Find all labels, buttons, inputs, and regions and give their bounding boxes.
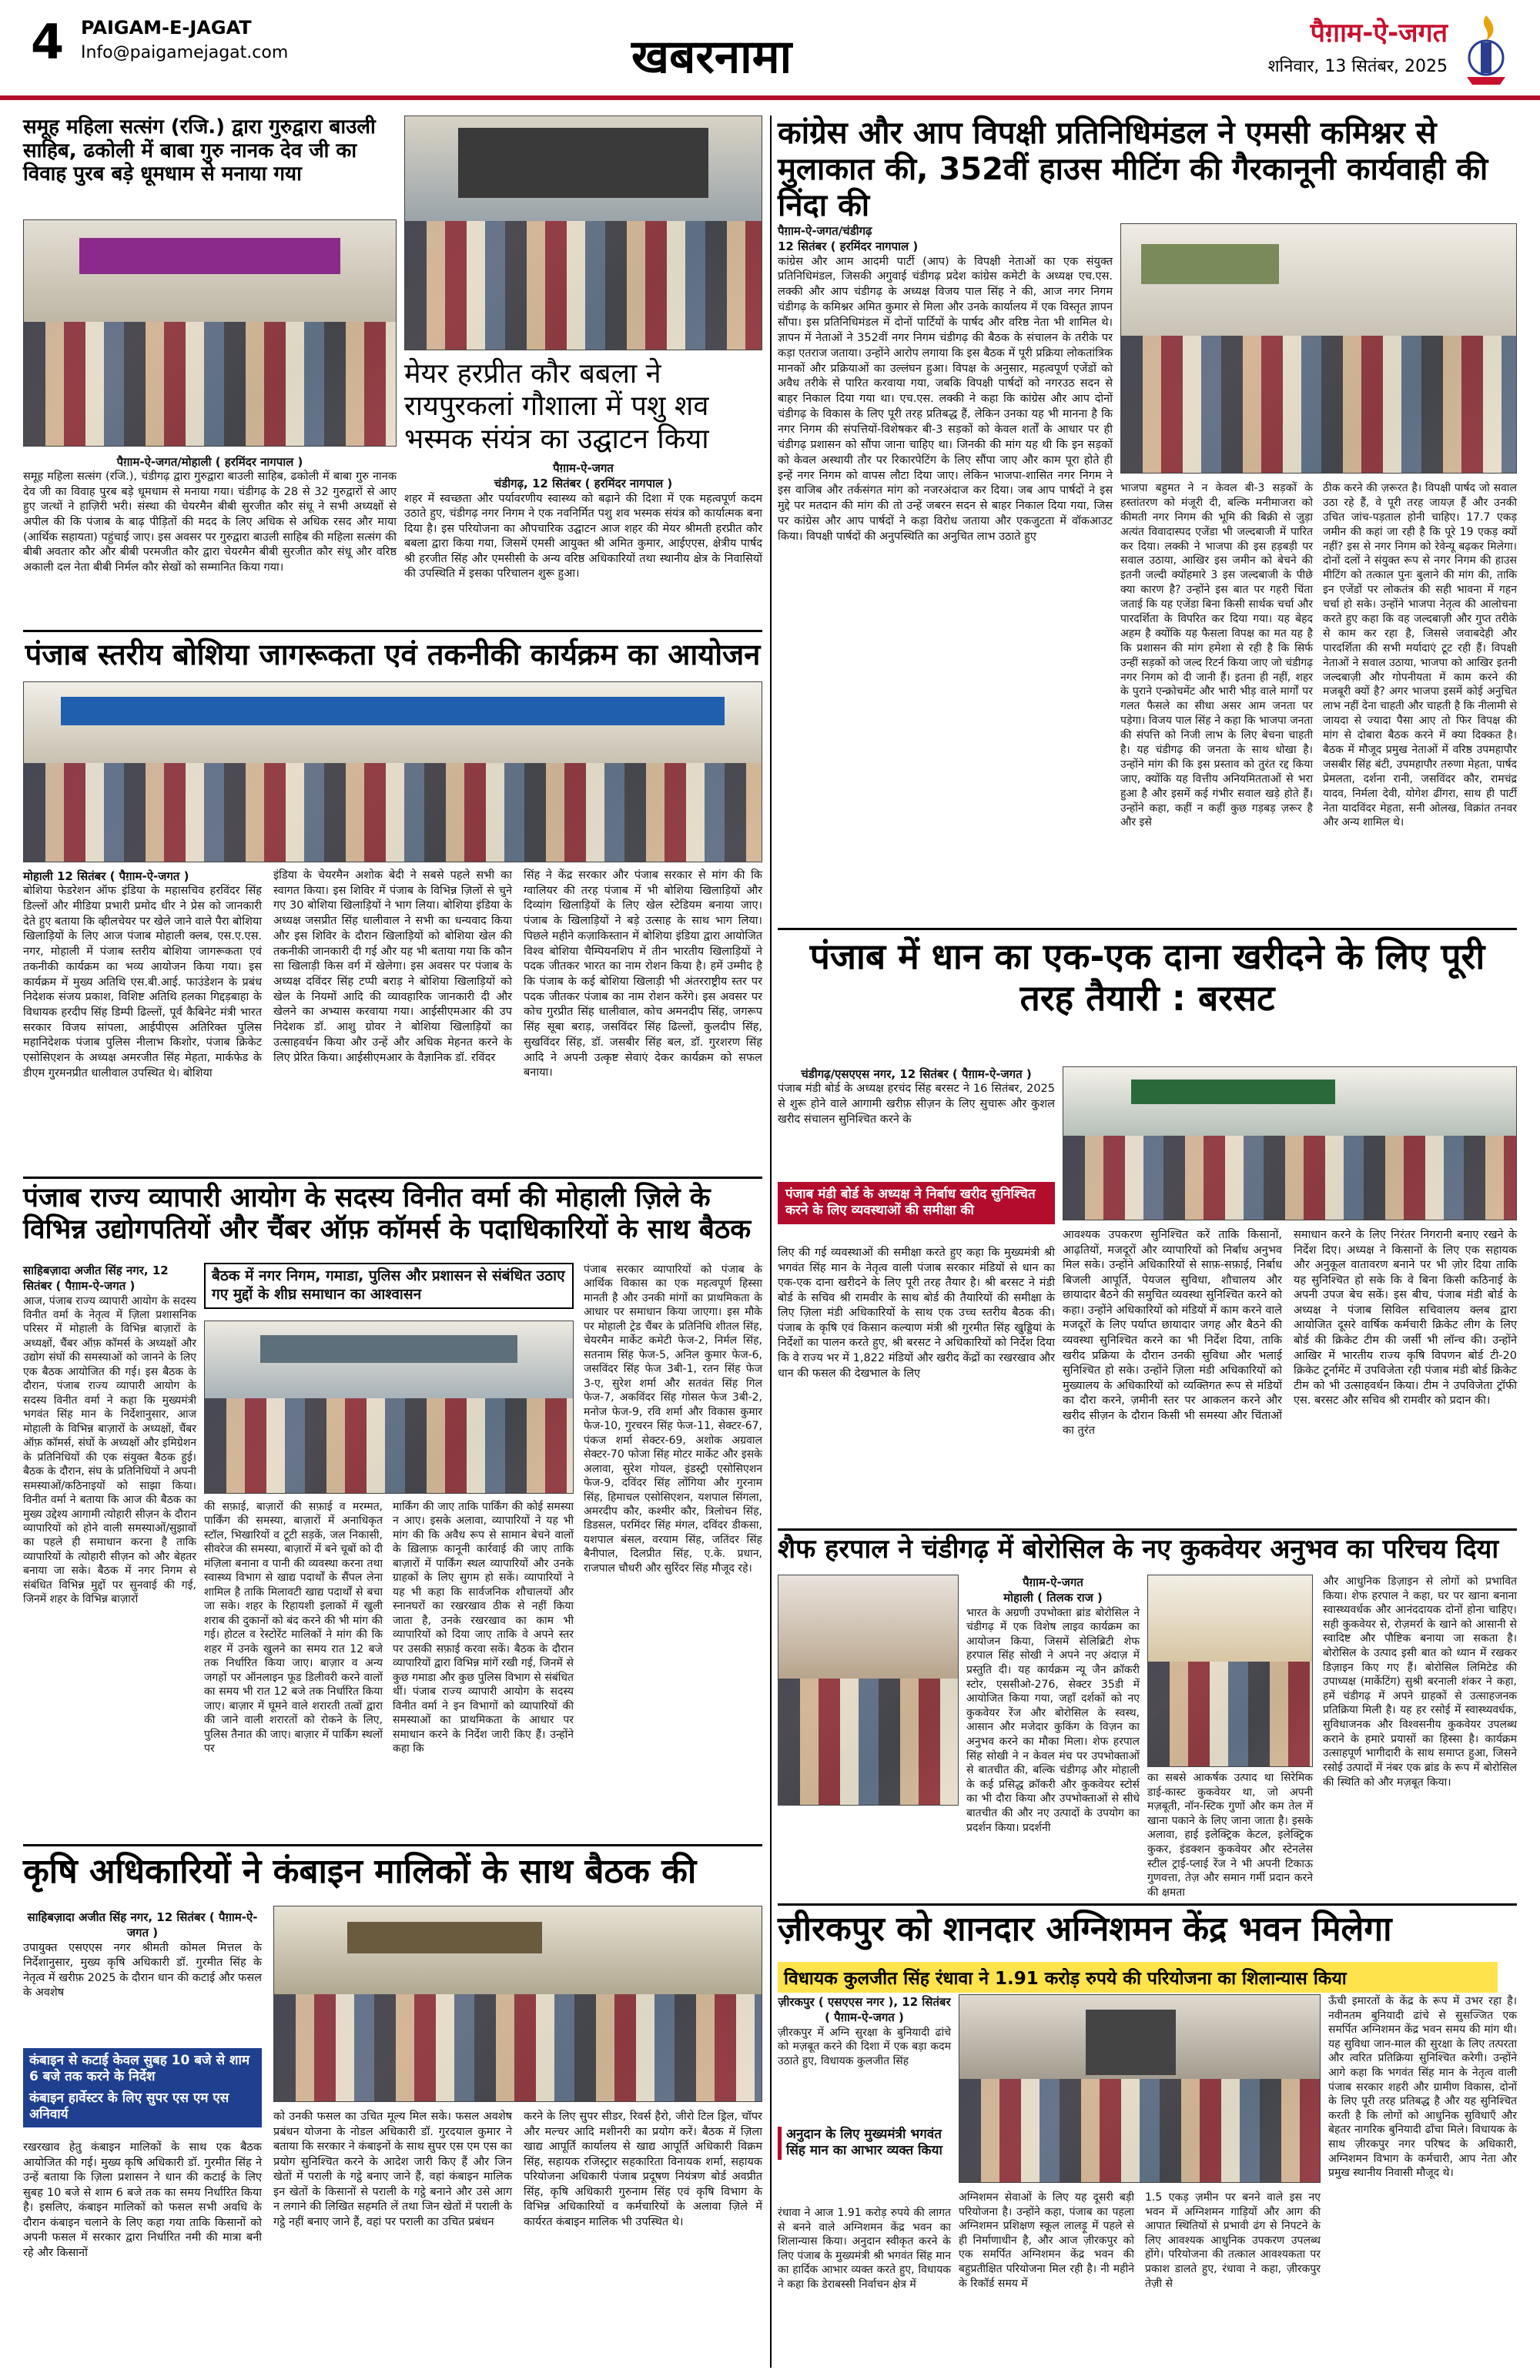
- byline: पैग़ाम-ऐ-जगत मोहाली ( तिलक राज ): [1003, 1575, 1103, 1605]
- bullet-text: अनुदान के लिए मुख्यमंत्री भगवंत सिंह मान का आभार व्यक्त किया: [786, 2127, 942, 2159]
- story-paddy-col3: [1294, 1228, 1517, 1409]
- byline: साहिबज़ादा अजीत सिंह नगर, 12 सितंबर ( पैग़ाम-ऐ-जगत ): [27, 1910, 258, 1940]
- byline: पैग़ाम-ऐ-जगत/चंडीगढ़ 12 सितंबर ( हरमिंदर नागपाल ): [778, 224, 919, 254]
- body-text: इंडिया के चेयरमैन अशोक बेदी ने सबसे पहले सभी का स्वागत किया। इस शिविर में पंजाब के विभिन्न ज़िलों से चुने गए 30 बोशिया खिलाड़ियों ने भाग लिया। बोशिया इंडिया के अध्यक्ष जसप्रीत सिंह धालीवाल ने सभी का धन्यवाद किया और इस शिविर के दौरान खिलाड़ियों को बोशिया खेल की तकनीकी जानकारी दी गई और यह भी बताया गया कि कौन सा खिलाड़ी किस वर्ग में खेलेगा। इस अवसर पर पंजाब के अध्यक्ष दविंदर सिंह टप्पी बराड़ ने बोशिया खिलाड़ियों को खेल के नियमों आदि की व्यावहारिक जानकारी दी और खेलने का अभ्यास करवाया गया। आईसीएमआर की उप निदेशक डॉ. आशु ग्रोवर ने बोशिया खिलाड़ियों का उत्साहवर्धन किया और उन्हें और अधिक मेहनत करने के लिए प्रेरित किया। आईसीएमआर के वैज्ञानिक डॉ. रविंदर: [273, 869, 512, 1064]
- zirakpur-photo: [959, 1994, 1321, 2183]
- divider: [778, 928, 1517, 930]
- story-boccia-col1: [23, 869, 262, 1082]
- body-text: रंधावा ने आज 1.91 करोड़ रुपये की लागत से बनने वाले अग्निशमन केंद्र भवन का शिलान्यास किया। अनुदान स्वीकृत करने के लिए पंजाब के मुख्यमंत्री श्री भगवंत सिंह मान का हार्दिक आभार व्यक्त करते हुए, विधायक ने कहा कि डेराबस्सी निर्वाचन क्षेत्र में: [778, 2207, 951, 2291]
- headline: पंजाब में धान का एक-एक दाना खरीदने के लिए पूरी तरह तैयारी : बरसट: [809, 936, 1485, 1019]
- bullet-text: बैठक में नगर निगम, गमाडा, पुलिस और प्रशासन से संबंधित उठाए गए मुद्दों के शीघ्र समाधान का आश्वासन: [212, 1267, 565, 1303]
- story-opposition-headline: [778, 115, 1517, 225]
- divider: [778, 1903, 1517, 1906]
- section-title: खबरनामा: [631, 30, 792, 84]
- story-opposition-col1: [778, 223, 1113, 545]
- headline: समूह महिला सत्संग (रजि.) द्वारा गुरुद्वारा बाउली साहिब, ढकोली में बाबा गुरु नानक देव जी का विवाह पुरब बड़े धूमधाम से मनाया गया: [23, 115, 376, 186]
- story-agri-col2: [273, 2110, 512, 2231]
- body-text: शहर में स्वच्छता और पर्यावरणीय स्वास्थ्य को बढ़ाने की दिशा में एक महत्वपूर्ण कदम उठाते हुए, चंडीगढ़ नगर निगम ने एक नवनिर्मित पशु शव भस्मक संयंत्र को कार्यात्मक बना दिया है। इस परियोजना का औपचारिक उद्घाटन आज शहर की मेयर श्रीमती हरप्रीत कौर बबला द्वारा किया गया, जिसमें एमसी आयुक्त श्री अमित कुमार, आईएएस, क्षेत्रीय पार्षद श्री हरजीत सिंह और एमसीसी के अन्य वरिष्ठ अधिकारियों तथा स्थानीय क्षेत्र के निवासियों की उपस्थिति में इसका परिचालन शुरू हुआ।: [404, 492, 762, 581]
- body-text: का सबसे आकर्षक उत्पाद था सिरेमिक डाई-कास्ट कुकवेयर था, जो अपनी मज़बूती, नॉन-स्टिक गुणों और कम तेल में खाना पकाने के लिए जाना जाता है। इसके अलावा, हाई इलेक्ट्रिक केटल, इलेक्ट्रिक कुकर, इंडक्शन कुकवेयर और स्टेनलेस स्टील ट्राई-प्लाई रेंज ने भी अपनी टिकाऊ गुणवत्ता, तेज़ और समान गर्मी प्रदान करने की क्षमता: [1147, 1772, 1313, 1899]
- trader-meeting-photo: [204, 1321, 574, 1494]
- body-text: भारत के अग्रणी उपभोक्ता ब्रांड बोरोसिल ने चंडीगढ़ में एक विशेष लाइव कार्यक्रम का आयोजन किया, जिसमें सेलिब्रिटी शेफ हरपाल सिंह सोखी ने अपने नए अंदाज़ में प्रस्तुति दी। यह कार्यक्रम न्यू जैन क्रॉकरी स्टोर, एससीओ-276, सेक्टर 35डी में आयोजित किया गया, जहाँ दर्शकों को नए कुकवेयर रेंज और बोरोसिल के स्वस्थ, आसान और मजेदार कुकिंग के विज़न का अनुभव करने का मौका मिला। शेफ हरपाल सिंह सोखी ने न केवल मंच पर उपभोक्ताओं से बातचीत की, बल्कि चंडीगढ़ और मोहाली के कई प्रसिद्ध क्रॉकरी और कुकवेयर स्टोर्स का भी दौरा किया और उपभोक्ताओं से सीधे बातचीत की और नए उत्पादों के उपयोग का प्रदर्शन किया। प्रदर्शनी: [966, 1606, 1140, 1834]
- story-zirakpur-intro: [778, 1994, 951, 2068]
- bullet-text: कंबाइन हार्वेस्टर के लिए सुपर एस एम एस अनिवार्य: [29, 2090, 229, 2122]
- byline: साहिबज़ादा अजीत सिंह नगर, 12 सितंबर ( पैग़ाम-ऐ-जगत ): [23, 1264, 169, 1294]
- divider: [23, 630, 762, 632]
- byline: मोहाली 12 सितंबर ( पैग़ाम-ऐ-जगत ): [23, 869, 189, 883]
- divider: [778, 1528, 1517, 1531]
- headline: कांग्रेस और आप विपक्षी प्रतिनिधिमंडल ने एमसी कमिश्नर से मुलाकात की, 352वीं हाउस मीटिंग की गैरकानूनी कार्यवाही की निंदा की: [778, 115, 1488, 224]
- body-text: ज़ीरकपुर में अग्नि सुरक्षा के बुनियादी ढांचे को मज़बूत करने की दिशा में एक बड़ा कदम उठाते हुए, विधायक कुलजीत सिंह: [778, 2026, 951, 2067]
- byline: पैग़ाम-ऐ-जगत चंडीगढ़, 12 सितंबर ( हरमिंदर नागपाल ): [494, 461, 673, 491]
- body-text: भाजपा बहुमत ने न केवल बी-3 सड़कों के हस्तांतरण को मंजूरी दी, बल्कि मनीमाजरा को कीमती नगर निगम की भूमि की बिक्री से जुड़ा अत्यंत विवादास्पद एजेंडा भी जल्दबाजी में पारित कर दिया। लक्की ने भाजपा की इस हड़बड़ी पर सवाल उठाया, आखिर इस जमीन को बेचने की इतनी जल्दी क्योंहमारे 3 इस जल्दबाजी के पीछे क्या कारण है? उन्होंने इस बात पर गहरी चिंता जताई कि यह एजेंडा बिना किसी सार्थक चर्चा और पारदर्शिता के विपरित कर दिया गया। यह बेहद अहम है क्योंकि यह फैसला विपक्ष का मत यह है कि प्रशासन की मांग हमेशा से रही है कि सिर्फ उन्हीं सड़कों को जल्द रिटर्न किया जाए जो चंडीगढ़ नगर निगम को दी जानी हैं। इतना ही नहीं, शहर के पुराने एन्क्रोचमेंट और भारी भीड़ वाले मार्गों पर गलत फैसले का सीधा असर आम जनता पर पड़ेगा। विजय पाल सिंह ने कहा कि भाजपा जनता की संपत्ति को निजी लाभ के लिए बेचना चाहती है। यह चंडीगढ़ की जनता के साथ धोखा है। उन्होंने मांग की कि इस प्रस्ताव को तुरंत रद्द किया जाए, क्योंकि यह वित्तीय अनियमितताओं से भरा हुआ है और इसमें कई गंभीर सवाल खड़े होते हैं। उन्होंने कहा, कहीं न कहीं कुछ गड़बड़ ज़रूर है और इसे: [1120, 482, 1313, 829]
- opposition-photo: [1120, 223, 1517, 474]
- story-agri-headline: [23, 1852, 762, 1892]
- trader-bullet-box: [204, 1263, 574, 1309]
- body-text: ऊँची इमारतों के केंद्र के रूप में उभर रहा है। नवीनतम बुनियादी ढांचे से सुसज्जित एक समर्पित अग्निशमन केंद्र भवन समय की मांग थी। यह सुविधा जान-माल की सुरक्षा के लिए तत्परता और त्वरित प्रतिक्रिया सुनिश्चित करेगी। उन्होंने आगे कहा कि भगवंत सिंह मान के नेतृत्व वाली पंजाब सरकार शहरी और ग्रामीण विकास, दोनों के लिए पूरी तरह प्रतिबद्ध है और यह सुनिश्चित करती है कि लोगों को आधुनिक सुविधाएँ और बेहतर नागरिक बुनियादी ढाँचा मिले। विधायक के साथ ज़ीरकपुर नगर परिषद के अधिकारी, अग्निशमन विभाग के कर्मचारी, आप नेता और प्रमुख स्थानीय निवासी मौजूद थे।: [1328, 1995, 1517, 2180]
- story-satsang-body: [23, 454, 397, 575]
- agri-bullet-box: [23, 2048, 262, 2127]
- story-trader-col2: [204, 1500, 383, 1756]
- body-text: और आधुनिक डिज़ाइन से लोगों को प्रभावित किया। शेफ हरपाल ने कहा, घर पर खाना बनाना स्वास्थ्यवर्धक और आनंददायक दोनों होना चाहिए। सही कुकवेयर से, रोज़मर्रा के खाने को आसानी से स्वादिष्ट और पौष्टिक बनाया जा सकता है। बोरोसिल के उत्पाद इसी बात को ध्यान में रखकर डिज़ाइन किए गए हैं। बोरोसिल लिमिटेड की उपाध्यक्ष (मार्केटिंग) सुश्री बरनाली शंकर ने कहा, हमें चंडीगढ़ में अपने ग्राहकों से उत्साहजनक प्रतिक्रिया मिली है। यह हर रसोई में स्वास्थ्यवर्धक, सुविधाजनक और विश्वसनीय कुकवेयर उपलब्ध कराने के हमारे प्रयासों का हिस्सा है। कार्यक्रम उत्साहपूर्ण भागीदारी के साथ समाप्त हुआ, जिसने रसोई उत्पादों में नंबर एक ब्रांड के रूप में बोरोसिल की स्थिति को और मज़बूत किया।: [1323, 1575, 1517, 1789]
- headline: ज़ीरकपुर को शानदार अग्निशमन केंद्र भवन मिलेगा: [778, 1910, 1392, 1949]
- story-satsang-headline: [23, 115, 397, 186]
- story-paddy-col2: [1063, 1228, 1282, 1439]
- body-text: लिए की गई व्यवस्थाओं की समीक्षा करते हुए कहा कि मुख्यमंत्री श्री भगवंत सिंह मान के नेतृत्व वाली पंजाब सरकार मंडियों से धान का एक-एक दाना खरीदने के लिए पूरी तरह तैयार है। श्री बरसट ने मंडी बोर्ड के सचिव श्री रामवीर के साथ बोर्ड की तैयारियों की समीक्षा के लिए ज़िला मंडी अधिकारियों के साथ एक उच्च स्तरीय बैठक की। पंजाब के कृषि एवं किसान कल्याण मंत्री श्री गुरमीत सिंह खुड्डियां के निर्देशों का पालन करते हुए, श्री बरसट ने अधिकारियों को निर्देश दिया कि वे राज्य भर में 1,822 मंडियों और खरीद केंद्रों का रखरखाव और धान की फसल की देखभाल के लिए: [778, 1247, 1055, 1380]
- paddy-photo: [1063, 1066, 1517, 1220]
- body-text: समाधान करने के लिए निरंतर निगरानी बनाए रखने के निर्देश दिए। अध्यक्ष ने किसानों के लिए एक सहायक और अनुकूल वातावरण बनाने पर भी ज़ोर दिया ताकि यह सुनिश्चित हो सके कि वे बिना किसी कठिनाई के अपनी उपज बेच सकें। इस बीच, पंजाब मंडी बोर्ड के अध्यक्ष ने पंजाब सिविल सचिवालय क्लब द्वारा आयोजित दूसरे वार्षिक कर्मचारी क्रिकेट लीग के लिए बोर्ड की क्रिकेट टीम की जर्सी भी लॉन्च की। उन्होंने आखिर में भारतीय राज्य कृषि विपणन बोर्ड टी-20 क्रिकेट टूर्नामेंट में उपविजेता रही पंजाब मंडी बोर्ड क्रिकेट टीम को भी उत्साहवर्धन किया। टीम ने उपविजेता ट्रॉफी एस. बरसट और सचिव श्री रामवीर को प्रदान की।: [1294, 1229, 1517, 1408]
- story-opposition-col3: [1323, 481, 1517, 830]
- bullet-text: कंबाइन से कटाई केवल सुबह 10 बजे से शाम 6 बजे तक करने के निर्देश: [29, 2053, 250, 2085]
- story-trader-col4: [584, 1263, 762, 1575]
- body-text: उपायुक्त एसएएस नगर श्रीमती कोमल मित्तल के निर्देशानुसार, मुख्य कृषि अधिकारी डॉ. गुरमीत सिंह के नेतृत्व में खरीफ़ 2025 के दौरान धान की कटाई और फसल के अवशेष: [23, 1941, 262, 2000]
- headline: शैफ हरपाल ने चंडीगढ़ में बोरोसिल के नए कुकवेयर अनुभव का परिचय दिया: [778, 1534, 1499, 1565]
- subheadline: विधायक कुलजीत सिंह रंधावा ने 1.91 करोड़ रुपये की परियोजना का शिलान्यास किया: [784, 1969, 1347, 1989]
- agri-meeting-photo: [273, 1906, 762, 2102]
- body-text: रखरखाव हेतु कंबाइन मालिकों के साथ एक बैठक आयोजित की गई। मुख्य कृषि अधिकारी डॉ. गुरमीत सिंह ने उन्हें बताया कि ज़िला प्रशासन ने धान की कटाई के लिए सुबह 10 बजे से शाम 6 बजे तक का समय निर्धारित किया है। इसलिए, कंबाइन मालिकों को फसल सभी अवधि के दौरान कंबाइन चलाने के लिए कहा गया ताकि किसानों को अपनी फसल में सरकार द्वारा निर्धारित नमी की मात्रा बनी रहे और किसानों: [23, 2141, 262, 2259]
- story-paddy-col1: [778, 1246, 1055, 1381]
- zirakpur-bullet: [778, 2127, 951, 2160]
- body-text: पंजाब सरकार व्यापारियों को पंजाब के आर्थिक विकास का एक महत्वपूर्ण हिस्सा मानती है और उनकी मांगों का प्राथमिकता के आधार पर समाधान किया जाएगा। इस मौके पर मोहाली ट्रेड चैंबर के प्रतिनिधि शीतल सिंह, चेयरमैन मार्केट कमेटी फेज-2, निर्मल सिंह, सतनाम सिंह फेज-5, अनिल कुमार फेज-6, जसविंदर सिंह फेज 3बी-1, रतन सिंह फेज 3-ए, सुरेश शर्मा और सतवंत सिंह गिल फेज-7, अकविंदर सिंह गोसल फेज 3बी-2, मनोज फेज-9, रवि शर्मा और विकास कुमार फेज-10, गुरचरन सिंह फेज-11, सेक्टर-67, पंकज शर्मा सेक्टर-69, अशोक अग्रवाल सेक्टर-70 फोजा सिंह मोटर मार्केट और इसके अलावा, सुरेश गोयल, इंडस्ट्री एसोसिएशन फेज-9, दविंदर सिंह लोंगिया और गुरनाम सिंह, हिमाचल एसोसिएशन, यशपाल सिंगला, अमरदीप कौर, कश्मीर कौर, त्रिलोचन सिंह, डिडसल, परमिंदर सिंह मंगल, दविंदर डीकसा, यशपाल बंसल, वरयाम सिंह, जतिंदर सिंह बैनीपाल, दिलप्रीत सिंह, ए.के. प्रधान, राजपाल चौधरी और सुरिंदर सिंह मौजूद रहे।: [584, 1264, 762, 1575]
- byline: चंडीगढ़/एसएएस नगर, 12 सितंबर ( पैग़ाम-ऐ-जगत ): [801, 1067, 1032, 1081]
- boccia-photo: [23, 681, 762, 862]
- body-text: बोशिया फेडरेशन ऑफ इंडिया के महासचिव हरविंदर सिंह डिल्लों और मीडिया प्रभारी प्रमोद धीर ने प्रेस को जानकारी देते हुए बताया कि व्हीलचेयर पर खेले जाने वाले पैरा बोशिया खिलाड़ियों के लिए आज पंजाब मोहाली क्लब, एस.ए.एस. नगर, मोहाली में पंजाब स्तरीय बोशिया जागरूकता एवं तकनीकी कार्यक्रम का भव्य आयोजन किया गया। इस कार्यक्रम में मुख्य अतिथि एस.बी.आई. फाउंडेशन के प्रबंध निदेशक संजय प्रकाश, विशिष्ट अतिथि हलका गिद्दड़बाहा के विधायक हरदीप सिंह डिम्पी ढिल्लों, पूर्व कैबिनेट मंत्री भारत सरकार विजय सांपला, आईपीएस अतिरिक्त पुलिस महानिदेशक पंजाब पुलिस नीलाभ किशोर, पंजाब क्रिकेट एसोसिएशन के अध्यक्ष अमरजीत सिंह मेहता, मार्कफेड के डीएम गुरमनप्रीत धालीवाल उपस्थित थे। बोशिया: [23, 885, 262, 1080]
- headline: कृषि अधिकारियों ने कंबाइन मालिकों के साथ बैठक की: [23, 1852, 697, 1891]
- satsang-photo: [23, 219, 397, 447]
- story-zirakpur-headline: [778, 1910, 1517, 1950]
- headline: पंजाब राज्य व्यापारी आयोग के सदस्य विनीत वर्मा की मोहाली ज़िले के विभिन्न उद्योगपतियों और चैंबर ऑफ़ कॉमर्स के पदाधिकारियों के साथ बैठक: [23, 1183, 752, 1246]
- body-text: समूह महिला सत्संग (रजि.), चंडीगढ़ द्वारा गुरुद्वारा बाउली साहिब, ढकोली में बाबा गुरु नानक देव जी का विवाह पुरब बड़े धूमधाम से मनाया गया। चंडीगढ़ के 28 से 32 गुरुद्वारों से आए हुए जत्थों ने हाज़िरी भरी। संस्था की चेयरमैन बीबी सुरजीत कौर संधू ने सभी अध्यक्षों से अपील की कि पंजाब के बाढ़ पीड़ितों की मदद के लिए अधिक से अधिक रसद और माया (आर्थिक सहायता) पहुंचाई जाए। इस अवसर पर गुरुद्वारा बाउली साहिब की महिला सत्संग की बीबी अवतार कौर और बीबी परमजीत कौर द्वारा चेयरमैन बीबी सुरजीत कौर संधू और वरिष्ठ अकाली दल नेता बीबी निर्मल कौर सेखों को सम्मानित किया गया।: [23, 470, 397, 574]
- story-mayor-body: [404, 460, 762, 582]
- headline: मेयर हरप्रीत कौर बबला ने रायपुरकलां गौशाला में पशु शव भस्मक संयंत्र का उद्घाटन किया: [404, 358, 709, 455]
- body-text: आज, पंजाब राज्य व्यापारी आयोग के सदस्य विनीत वर्मा के नेतृत्व में ज़िला प्रशासनिक परिसर में मोहाली के विभिन्न बाज़ारों के अध्यक्षों, चैंबर ऑफ़ कॉमर्स के अध्यक्षों और उद्योग संघों की समस्याओं को जानने के लिए एक बैठक आयोजित की गई। इस बैठक के दौरान, पंजाब राज्य व्यापारी आयोग के सदस्य विनीत वर्मा ने कहा कि मुख्यमंत्री भगवंत सिंह मान के निर्देशानुसार, आज मोहाली के विभिन्न बाज़ारों के अध्यक्षों, चैंबर ऑफ़ कॉमर्स, संघों के अध्यक्षों और इमिग्रेशन के प्रतिनिधियों की एक संयुक्त बैठक हुई। बैठक के दौरान, संघ के प्रतिनिधियों ने अपनी समस्याओं/कठिनाइयों को साझा किया। विनीत वर्मा ने बताया कि आज की बैठक का मुख्य उद्देश्य आगामी त्योहारी सीज़न के दौरान व्यापारियों को होने वाली समस्याओं/सुझावों का पहले ही समाधान करना है ताकि व्यापारियों के त्योहारी सीज़न को और बेहतर बनाया जा सके। बैठक में नगर निगम से संबंधित विभिन्न मुद्दों पर सुनवाई की गई, जिनमें शहर के विभिन्न बाज़ारों: [23, 1294, 196, 1606]
- story-boccia-headline: [23, 638, 762, 672]
- story-borosil-col2: [1147, 1771, 1313, 1900]
- body-text: 1.5 एकड़ ज़मीन पर बनने वाले इस नए भवन में अग्निशमन गाड़ियों और आग की आपात स्थितियों से प्रभावी ढंग से निपटने के लिए आवश्यक आधुनिक उपकरण उपलब्ध होंगे। परियोजना की तत्काल आवश्यकता पर प्रकाश डालते हुए, रंधावा ने कहा, ज़ीरकपुर तेज़ी से: [1145, 2191, 1321, 2290]
- page-number: 4: [31, 14, 65, 70]
- paper-name: PAIGAM-E-JAGAT: [81, 17, 252, 38]
- logo-name: पैग़ाम-ऐ-जगत: [1310, 18, 1448, 49]
- story-zirakpur-col3: [1145, 2191, 1321, 2291]
- paddy-bullet-box: [778, 1182, 1055, 1224]
- story-paddy-headline: [778, 936, 1517, 1019]
- zirakpur-subhead: [778, 1962, 1498, 1993]
- mayor-photo: [404, 115, 762, 350]
- story-trader-headline: [23, 1183, 762, 1247]
- story-borosil-col3: [1323, 1575, 1517, 1789]
- story-agri-intro: [23, 1910, 262, 2001]
- body-text: सिंह ने केंद्र सरकार और पंजाब सरकार से मांग की कि ग्वालियर की तरह पंजाब में भी बोशिया खिलाड़ियों और दिव्यांग खिलाड़ियों के लिए खेल स्टेडियम बनाया जाए। पंजाब के खिलाड़ियों ने बड़े उत्साह के साथ भाग लिया। पिछले महीने कज़ाकिस्तान में बोशिया इंडिया द्वारा आयोजित विश्व बोशिया चैम्पियनशिप में तीन भारतीय खिलाड़ियों ने पदक जीतकर भारत का नाम रोशन किया है। हमें उम्मीद है कि पंजाब के कई बोशिया खिलाड़ी भी अंतरराष्ट्रीय स्तर पर पदक जीतकर पंजाब का नाम रोशन करेंगे। इस अवसर पर कोच गुरप्रीत सिंह धालीवाल, कोच अमनदीप सिंह, जगरूप सिंह सूबा बराड़, जसविंदर सिंह ढिल्लों, कुलदीप सिंह, सुखविंदर सिंह, डॉ. जसबीर सिंह बल, डॉ. गुरशरण सिंह आदि ने अपनी उत्कृष्ट सेवाएं देकर कार्यक्रम को सफल बनाया।: [524, 869, 762, 1080]
- body-text: की सफ़ाई, बाज़ारों की सफ़ाई व मरम्मत, पार्किंग की समस्या, बाज़ारों में अनाधिकृत स्टॉल, भिखारियों व टूटी सड़कें, जल निकासी, सीवरेज की समस्या, बाज़ारों में बने चूबों को दी मंज़िला बनाना व पानी की व्यवस्था करना तथा स्वास्थ्य विभाग से खाद्य पदार्थों के सैंपल लेना शामिल है ताकि मिलावटी खाद्य पदार्थों से बचा जा सके। शहर के रिहायशी इलाकों में खुली शराब की दुकानों को बंद करने की भी मांग की गई। होटल व रेस्टोरेंट मालिकों ने मांग की कि शहर में उनके खुलने का समय रात 12 बजे तक निर्धारित किया जाए। बाज़ार व अन्य जगहों पर ऑनलाइन फूड डिलीवरी करने वालों का समय भी रात 12 बजे तक निर्धारित किया जाए। बाज़ार में घूमने वाले शरारती तत्वों द्वारा की जाने वाली शरारतों को रोकने के लिए, पुलिस तैनात की जाए। बाज़ार में पार्किंग स्थलों पर: [204, 1501, 383, 1755]
- headline: पंजाब स्तरीय बोशिया जागरूकता एवं तकनीकी कार्यक्रम का आयोजन: [25, 638, 761, 671]
- story-borosil-col1: [966, 1575, 1140, 1835]
- story-boccia-col2: [273, 869, 512, 1066]
- divider: [23, 1844, 762, 1846]
- story-agri-col1: [23, 2141, 262, 2261]
- story-agri-col3: [524, 2110, 762, 2231]
- paper-email[interactable]: Info@paigamejagat.com: [81, 43, 289, 62]
- body-text: आवश्यक उपकरण सुनिश्चित करें ताकि किसानों, आढ़तियों, मजदूरों और व्यापारियों को निर्बाध अनुभव मिल सके। उन्होंने अधिकारियों से साफ़-सफ़ाई, निर्बाध बिजली आपूर्ति, पेयजल सुविधा, शौचालय और छायादार बैठने की समुचित व्यवस्था सुनिश्चित करने को कहा। उन्होंने अधिकारियों को मंडियों में काम करने वाले मजदूरों के लिए पर्याप्त छायादार जगह और बैठने की व्यवस्था सुनिश्चित करने का भी निर्देश दिया, ताकि खरीद प्रक्रिया के दौरान उनकी सुविधा और भलाई सुनिश्चित हो सके। उन्होंने ज़िला मंडी अधिकारियों को मुख्यालय के अधिकारियों को व्यक्तिगत रूप से मंडियों का दौरा करने, ज़मीनी स्तर पर आकलन करने और खरीद सीज़न के दौरान किसी भी समस्या और चिंताओं का तुरंत: [1063, 1229, 1282, 1438]
- story-zirakpur-col1: [778, 2206, 951, 2292]
- story-zirakpur-col2: [959, 2191, 1134, 2291]
- story-boccia-col3: [524, 869, 762, 1081]
- body-text: को उनकी फसल का उचित मूल्य मिल सके। फसल अवशेष प्रबंधन योजना के नोडल अधिकारी डॉ. गुरदयाल कुमार ने बताया कि सरकार ने कंबाइनों के साथ सुपर एस एम एस का प्रयोग सुनिश्चित करने के आदेश जारी किए हैं और जिन खेतों में पराली के गट्ठे बनाए जाने हैं, वहां कंबाइन मालिक इन खेतों के किसानों से पराली के गट्ठे बनाने और उसे आग न लगाने की लिखित सहमति लें तथा जिन खेतों में पराली के गट्ठे नहीं बनाए जाने हैं, वहां पर पराली का उचित प्रबंधन: [273, 2111, 512, 2228]
- body-text: ठीक करने की ज़रूरत है। विपक्षी पार्षद जो सवाल उठा रहे हैं, वे पूरी तरह जायज़ हैं और उनकी उचित जांच-पड़ताल होनी चाहिए। 17.7 एकड़ जमीन की कहां जा रही है कि पूरे 19 एकड़ क्यों नहीं? इस से नगर निगम को रेवेन्यू बढ़कर मिलेगा। दोनों दलों ने संयुक्त रूप से नगर निगम की हाउस मीटिंग को तत्काल पुनः बुलाने की मांग की, ताकि इन एजेंडों पर लोकतंत्र की सही भावना में गहन चर्चा हो सके। उन्होंने भाजपा नेतृत्व की आलोचना करते हुए कहा कि वह जल्दबाज़ी और गुप्त तरीके से काम कर रहा है, जिससे जवाबदेही और पारदर्शिता की सभी मर्यादाएं टूट रही हैं। विपक्षी नेताओं ने सवाल उठाया, भाजपा को आखिर इतनी जल्दबाज़ी और गोपनीयता में काम करने की मजबूरी क्यों है? अगर भाजपा इसमें कोई अनुचित लाभ नहीं देना चाहती और चाहती है कि नीलामी से जायदा से ज्यादा पैसा आए तो फिर विपक्ष की मांग से दोबारा बैठक करने में क्या दिक्कत है। बैठक में मौजूद प्रमुख नेताओं में वरिष्ठ उपमहापौर जसबीर सिंह बंटी, उपमहापौर तरुणा मेहता, पार्षद प्रेमलता, दर्शना रानी, जसविंदर कौर, रामचंद्र यादव, निर्मला देवी, योगेश ढींगरा, साथ ही पार्टी नेता यादविंदर मेहता, सनी ओलख, विक्रांत तनवर और अन्य शामिल थे।: [1323, 482, 1517, 829]
- story-trader-col3: [393, 1500, 574, 1756]
- story-trader-col1: [23, 1263, 196, 1607]
- body-text: अग्निशमन सेवाओं के लिए यह दूसरी बड़ी परियोजना है। उन्होंने कहा, पंजाब का पहला अग्निशमन प्रशिक्षण स्कूल लालड़ू में पहले से ही निर्माणाधीन है, और आज ज़ीरकपुर को एक समर्पित अग्निशमन केंद्र भवन की बहुप्रतीक्षित परियोजना मिल रही है। नी महीने के रिकॉर्ड समय में: [959, 2191, 1134, 2290]
- story-borosil-headline: [778, 1534, 1517, 1565]
- byline: ज़ीरकपुर ( एसएएस नगर ), 12 सितंबर ( पैग़ाम-ऐ-जगत ): [778, 1995, 951, 2025]
- story-mayor-headline: [404, 358, 762, 456]
- issue-date: शनिवार, 13 सितंबर, 2025: [1267, 57, 1448, 76]
- torch-emblem-icon: [1455, 12, 1517, 89]
- body-text: कांग्रेस और आम आदमी पार्टी (आप) के विपक्षी नेताओं का एक संयुक्त प्रतिनिधिमंडल, जिसकी अगुवाई चंडीगढ़ प्रदेश कांग्रेस कमेटी के अध्यक्ष एच.एस. लक्की और आप चंडीगढ़ के अध्यक्ष विजय पाल सिंह ने की, आज नगर निगम चंडीगढ़ के कमिश्नर अमित कुमार से मिला और उनके कार्यालय में एक विस्तृत ज्ञापन सौंपा। इस प्रतिनिधिमंडल में दोनों पार्टियों के पार्षद और वरिष्ठ नेता भी शामिल थे। ज्ञापन में नेताओं ने 352वीं नगर निगम चंडीगढ़ की बैठक के संचालन के तरीके पर कड़ा एतराज जताया। उन्होंने आरोप लगाया कि इस बैठक में पूरी प्रक्रिया लोकतांत्रिक मानकों और प्रक्रियाओं का उल्लंघन हुआ। विपक्ष के अनुसार, महत्वपूर्ण एजेंडों को अवैध तरीके से पारित करवाया गया, जबकि विपक्षी पार्षदों को नगरउठ सदन से बाहर निकाल दिया गया था। एच.एस. लक्की ने कहा कि कांग्रेस और आप दोनों चंडीगढ़ के विकास के लिए पूरी तरह प्रतिबद्ध हैं, लेकिन उनका यह भी मानना है कि नगर निगम की संपत्तियों-विशेषकर बी-3 सड़कों को केवल शर्तों के आधार पर ही चंडीगढ़ प्रशासन को सौंपा जाना चाहिए था। जिनकी की मांग यह थी कि इन सड़कों को केवल अस्थायी तौर पर रिकारपेटिंग के लिए सौंपा जाए और काम पूरा होते ही इन्हें नगर निगम को वापस लौटा दिया जाए। लेकिन भाजपा-शासित नगर निगम ने इस वाजिब और तर्कसंगत मांग को नजरअंदाज कर दिया। जब आप पार्षदों ने इस मुद्दे पर मतदान की मांग की तो उन्हें जबरन सदन से बाहर निकाल दिया गया, जिस पर कांग्रेस और आप पार्षदों ने कड़ा विरोध जताया और एकजुटता में वॉकआउट किया। विपक्षी पार्षदों की अनुपस्थिति का अनुचित लाभ उठाते हुए: [778, 255, 1113, 543]
- bullet-text: पंजाब मंडी बोर्ड के अध्यक्ष ने निर्बाध खरीद सुनिश्चित करने के लिए व्यवस्थाओं की समीक्षा की: [785, 1187, 1036, 1219]
- body-text: पंजाब मंडी बोर्ड के अध्यक्ष हरचंद सिंह बरसट ने 16 सितंबर, 2025 से शुरू होने वाले आगामी खरीफ़ सीज़न के लिए सुचारू और कुशल खरीद संचालन सुनिश्चित करने के: [778, 1083, 1055, 1126]
- column-gutter: [770, 115, 772, 2368]
- story-zirakpur-col4: [1328, 1994, 1517, 2181]
- borosil-photo-2: [1147, 1575, 1313, 1767]
- body-text: मार्किंग की जाए ताकि पार्किंग की कोई समस्या न आए। इसके अलावा, व्यापारियों ने यह भी मांग की कि अवैध रूप से सामान बेचने वालों के ख़िलाफ़ कानूनी कार्रवाई की जाए ताकि बाज़ारों में पार्किंग स्थल व्यापारियों और उनके ग्राहकों के लिए सुगम हो सकें। व्यापारियों ने यह भी कहा कि सार्वजनिक शौचालयों और स्नानघरों का रखरखाव ठीक से नहीं किया जाता है, उनके रखरखाव का काम भी व्यापारियों को दिया जाए ताकि वे अपने स्तर पर उसकी सफ़ाई करवा सकें। बैठक के दौरान व्यापारियों द्वारा विभिन्न मांगें रखी गई, जिनमें से कुछ गमाडा और कुछ पुलिस विभाग से संबंधित थीं। पंजाब राज्य व्यापारी आयोग के सदस्य विनीत वर्मा ने इन विभागों को व्यापारियों की समस्याओं का प्राथमिकता के आधार पर समाधान करने के निर्देश जारी किए हैं। उन्होंने कहा कि: [393, 1501, 574, 1755]
- borosil-photo-1: [778, 1575, 959, 1806]
- byline: पैग़ाम-ऐ-जगत/मोहाली ( हरमिंदर नागपाल ): [116, 455, 303, 469]
- body-text: करने के लिए सुपर सीडर, रिवर्स हैरो, जीरो टिल ड्रिल, चॉपर और मल्चर आदि मशीनरी का प्रयोग करें। बैठक में ज़िला खाद्य आपूर्ति कार्यालय से खाद्य आपूर्ति अधिकारी विक्रम सिंह, सहायक रजिस्ट्रार सहकारिता विनायक शर्मा, सहायक परियोजना अधिकारी पंजाब प्रदूषण नियंत्रण बोर्ड अवप्रीत सिंह, कृषि अधिकारी गुरुनाम सिंह एवं कृषि विभाग के विभिन्न अधिकारियों व कर्मचारियों के अलावा ज़िले में कार्यरत कंबाइन मालिक भी उपस्थित थे।: [524, 2111, 762, 2228]
- divider: [23, 1177, 762, 1179]
- story-opposition-col2: [1120, 481, 1313, 830]
- story-paddy-intro: [778, 1066, 1055, 1127]
